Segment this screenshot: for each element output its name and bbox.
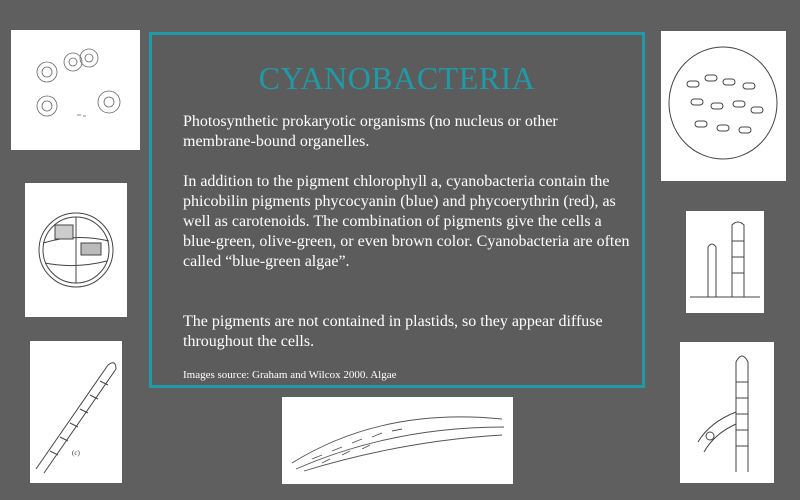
coccoid-cells-image — [11, 30, 140, 150]
branched-filament-image — [680, 342, 774, 483]
paragraph-definition: Photosynthetic prokaryotic organisms (no nucleus or other membrane-bound organelles. — [183, 113, 558, 150]
content-panel — [149, 32, 645, 388]
paragraph-plastids: The pigments are not contained in plastids, so they appear diffuse throughout the cells. — [183, 313, 603, 350]
filament-image — [30, 341, 122, 483]
filament-pair-image — [686, 211, 764, 313]
paragraph-pigments: In addition to the pigment chlorophyll a, cyanobacteria contain the phicobilin pigments phycocyanin (blue) and phycoerythrin (red), as well as carotenoids. The combination of pigments give the cells a blue-green, olive-green, or even brown color. Cyanobacteria are often called “blue-green algae”. — [183, 173, 630, 270]
filament-bundle-image — [282, 397, 513, 484]
cell-colony-image — [661, 31, 786, 181]
colony-cells-image — [25, 183, 127, 317]
image-source-note: Images source: Graham and Wilcox 2000. Algae — [183, 369, 397, 381]
filament-label: (c) — [72, 449, 80, 457]
page-title: CYANOBACTERIA — [258, 60, 536, 96]
